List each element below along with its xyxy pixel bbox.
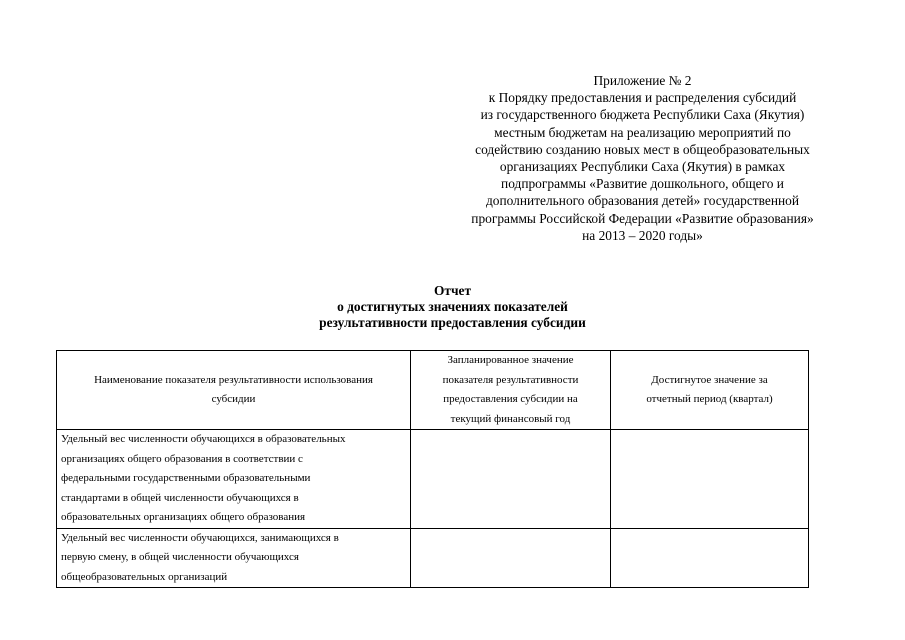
appendix-line: программы Российской Федерации «Развитие образования» xyxy=(471,210,814,226)
indicator-line: первую смену, в общей численности обучающихся xyxy=(61,551,299,563)
report-title-line: о достигнутых значениях показателей xyxy=(337,299,568,314)
header-line: субсидии xyxy=(211,393,256,405)
header-indicator-name xyxy=(57,351,411,430)
table-header-row xyxy=(57,351,809,430)
header-line: Запланированное значение xyxy=(447,354,574,366)
header-line: текущий финансовый год xyxy=(450,412,571,425)
indicator-line: федеральными государственными образовательными xyxy=(61,472,311,484)
indicator-line: Удельный вес численности обучающихся, занимающихся в xyxy=(61,531,339,544)
appendix-line: на 2013 – 2020 годы» xyxy=(582,227,703,243)
indicator-line: организациях общего образования в соответствии с xyxy=(61,452,303,465)
appendix-line: дополнительного образования детей» государственной xyxy=(485,193,800,209)
indicator-line: Удельный вес численности обучающихся в образовательных xyxy=(61,433,346,445)
header-planned-value xyxy=(411,351,611,430)
report-title-line: результативности предоставления субсидии xyxy=(319,315,586,330)
report-table xyxy=(56,350,809,588)
table-row xyxy=(57,528,809,588)
header-line: Достигнутое значение за xyxy=(651,373,768,386)
indicator-line: образовательных организациях общего образования xyxy=(61,511,306,523)
indicator-name-cell xyxy=(57,430,411,529)
header-line: Наименование показателя результативности использования xyxy=(94,373,373,386)
appendix-line: местным бюджетам на реализацию мероприятий по xyxy=(494,124,791,140)
appendix-line: из государственного бюджета Республики Саха (Якутия) xyxy=(480,107,805,123)
header-line: показателя результативности xyxy=(442,373,579,386)
appendix-note xyxy=(430,72,855,244)
header-achieved-value xyxy=(611,351,809,430)
appendix-line: содействию созданию новых мест в общеобразовательных xyxy=(475,141,810,157)
appendix-line: подпрограммы «Развитие дошкольного, общего и xyxy=(501,176,784,192)
indicator-name-cell xyxy=(57,528,411,588)
achieved-value-cell xyxy=(611,528,809,588)
header-line: отчетный период (квартал) xyxy=(646,393,773,405)
table-row xyxy=(57,430,809,529)
indicator-line: общеобразовательных организаций xyxy=(61,570,228,583)
achieved-value-cell xyxy=(611,430,809,529)
appendix-line: Приложение № 2 xyxy=(593,73,692,88)
report-title-line: Отчет xyxy=(433,283,472,298)
indicator-line: стандартами в общей численности обучающихся в xyxy=(61,491,299,504)
appendix-line: организациях Республики Саха (Якутия) в рамках xyxy=(499,159,786,175)
header-line: предоставления субсидии на xyxy=(443,393,578,405)
report-title xyxy=(0,283,905,331)
appendix-line: к Порядку предоставления и распределения субсидий xyxy=(488,90,797,106)
planned-value-cell xyxy=(411,528,611,588)
planned-value-cell xyxy=(411,430,611,529)
